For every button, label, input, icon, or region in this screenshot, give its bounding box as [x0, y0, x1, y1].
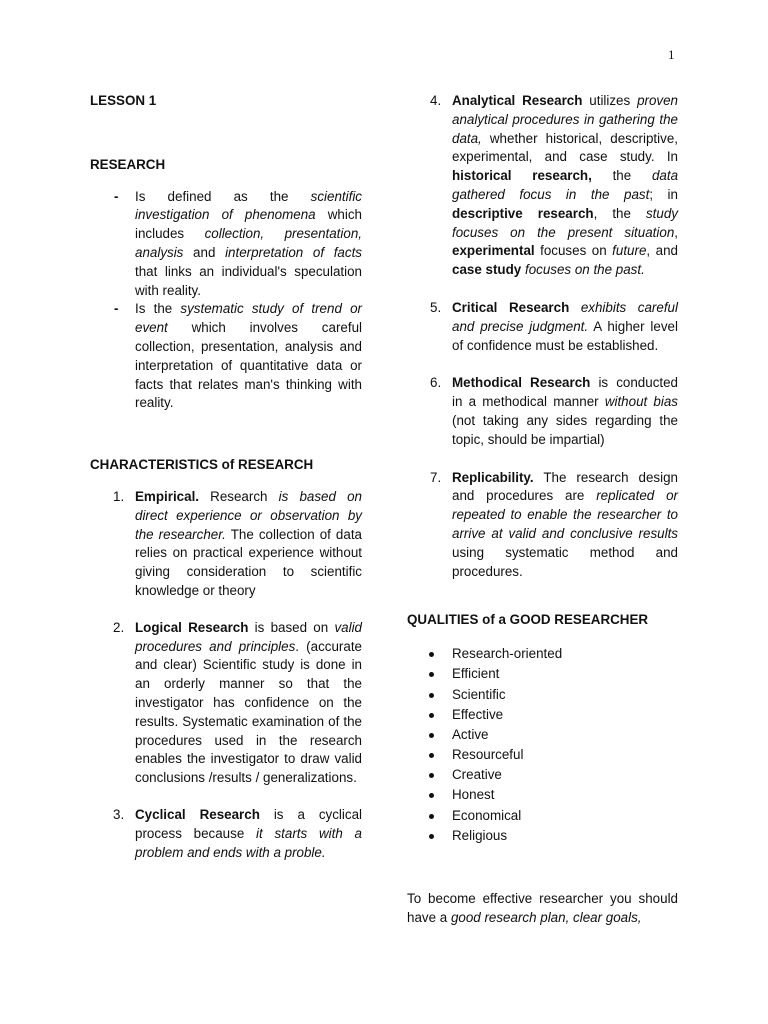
item-text	[135, 619, 362, 788]
text-run: (not taking any sides regarding the topic, should be impartial)	[452, 412, 678, 447]
item-text	[135, 488, 362, 601]
list-item	[407, 765, 678, 785]
italic-text-run: interpretation of facts	[225, 244, 362, 260]
italic-text-run: replicated or repeated to enable the researcher to arrive at valid and conclusive results	[452, 488, 678, 541]
text-run: The collection of data relies on practical experience without giving consideration to scientific knowledge or theory	[135, 526, 362, 598]
list-item	[407, 685, 678, 705]
text-run: Research	[199, 488, 279, 504]
italic-text-run: valid procedures and principles	[135, 619, 362, 654]
list-item	[407, 785, 678, 805]
text-run: Is the	[135, 301, 181, 317]
quality-label: Religious	[452, 827, 508, 843]
text-run: ,	[674, 224, 678, 240]
bullet-dot-icon	[429, 834, 434, 839]
characteristic-item	[113, 488, 362, 601]
item-number: 6.	[430, 375, 442, 391]
bullet-dot-icon	[429, 733, 434, 738]
definition-item	[90, 300, 362, 413]
characteristic-item	[430, 92, 679, 280]
right-column	[407, 92, 678, 928]
characteristic-item	[430, 374, 679, 449]
italic-text-run: focuses on the past.	[524, 262, 645, 278]
quality-label: Economical	[452, 807, 522, 823]
bold-text-run: Critical Research	[452, 299, 570, 315]
item-number: 3.	[113, 806, 125, 822]
list-item	[407, 826, 678, 846]
text-run: Is defined as the	[135, 188, 311, 204]
definition-text	[135, 188, 362, 301]
bullet-dot-icon	[429, 713, 434, 718]
list-item	[407, 705, 678, 725]
text-run: . (accurate and clear) Scientific study is done in an orderly manner so that the investigator has confidence on the results. Systematic examination of the procedures used in the research enables the investigator to draw valid conclusions /results / generalizations.	[135, 638, 362, 786]
bullet-dot-icon	[429, 672, 434, 677]
italic-text-run: scientific investigation of phenomena	[135, 188, 362, 223]
bold-text-run: case study	[452, 262, 522, 278]
bold-text-run: Cyclical Research	[135, 806, 260, 822]
definition-text	[135, 300, 362, 413]
list-item	[407, 806, 678, 826]
text-run: A higher level of confidence must be established.	[452, 318, 678, 353]
text-run: is based on	[248, 619, 335, 635]
bold-text-run: Replicability.	[452, 469, 534, 485]
lesson-title: LESSON 1	[90, 93, 157, 108]
quality-label: Honest	[452, 787, 495, 803]
text-run: which involves careful collection, presentation, analysis and interpretation of quantitative data or facts that relates man's thinking with reality.	[135, 320, 362, 411]
qualities-list	[407, 644, 678, 846]
italic-text-run: study focuses on the present situation	[452, 205, 678, 240]
quality-label: Resourceful	[452, 747, 524, 763]
italic-text-run: is based on direct experience or observation by the researcher.	[135, 488, 362, 542]
characteristic-item	[430, 299, 678, 355]
item-text	[452, 92, 678, 280]
item-number: 1.	[113, 488, 125, 504]
text-run: the	[591, 168, 652, 184]
bold-text-run: historical research,	[452, 168, 592, 184]
bold-text-run: Empirical.	[135, 488, 200, 504]
text-run: , the	[593, 205, 646, 221]
dash-bullet: -	[114, 188, 119, 204]
quality-label: Active	[452, 726, 489, 742]
text-run: focuses on	[534, 243, 613, 259]
italic-text-run: systematic study of trend or event	[135, 301, 362, 336]
italic-text-run: data gathered focus in the past	[452, 168, 679, 202]
italic-text-run: future	[612, 243, 647, 259]
bullet-dot-icon	[429, 652, 434, 657]
item-number: 4.	[430, 93, 442, 108]
text-run: , and	[646, 243, 678, 259]
list-item	[407, 664, 678, 684]
text-run: that links an individual's speculation with reality.	[135, 263, 362, 298]
text-run: ; in	[649, 186, 678, 202]
list-item	[407, 725, 678, 745]
italic-text-run: exhibits careful and precise judgment.	[452, 299, 678, 334]
qualities-heading: QUALITIES of a GOOD RESEARCHER	[407, 612, 649, 628]
text-run: To become effective researcher you should have a	[407, 891, 678, 925]
definition-item	[90, 188, 362, 301]
item-text	[452, 469, 678, 582]
characteristic-item	[113, 619, 362, 788]
page-number: 1	[668, 47, 675, 62]
italic-text-run: collection, presentation, analysis	[135, 226, 362, 260]
text-run: using systematic method and procedures.	[452, 544, 678, 579]
bullet-dot-icon	[429, 753, 434, 758]
bullet-dot-icon	[429, 793, 434, 798]
list-item	[407, 745, 678, 765]
bullet-dot-icon	[429, 814, 434, 819]
item-number: 5.	[430, 299, 442, 315]
bullet-dot-icon	[429, 773, 434, 778]
text-run: is a cyclical process because	[135, 806, 362, 841]
bold-text-run: Logical Research	[135, 619, 249, 635]
dash-bullet: -	[114, 301, 119, 317]
text-run: and	[183, 244, 226, 260]
text-run: which includes	[135, 207, 362, 242]
research-heading: RESEARCH	[90, 156, 166, 172]
text-run: is conducted in a methodical manner	[452, 375, 679, 410]
item-text	[452, 374, 678, 449]
item-text	[452, 299, 678, 355]
text-run	[569, 300, 581, 315]
item-number: 2.	[113, 619, 125, 635]
quality-label: Research-oriented	[452, 646, 563, 662]
item-number: 7.	[430, 469, 442, 485]
bold-text-run: experimental	[452, 243, 535, 259]
text-run: utilizes	[582, 93, 638, 108]
closing-paragraph	[407, 890, 678, 928]
list-item	[407, 644, 678, 664]
italic-text-run: without bias	[604, 394, 678, 410]
text-run: The research design and procedures are	[452, 469, 678, 504]
quality-label: Efficient	[452, 666, 500, 682]
quality-label: Scientific	[452, 686, 506, 702]
quality-label: Effective	[452, 706, 504, 722]
characteristics-heading: CHARACTERISTICS of RESEARCH	[90, 457, 314, 473]
italic-text-run: proven analytical procedures in gathering the data,	[452, 93, 679, 146]
characteristic-item	[113, 806, 362, 862]
italic-text-run: good research plan, clear goals,	[450, 909, 642, 925]
quality-label: Creative	[452, 767, 502, 783]
bullet-dot-icon	[429, 693, 434, 698]
bold-text-run: descriptive research	[452, 205, 594, 221]
italic-text-run: it starts with a problem and ends with a proble.	[135, 825, 362, 860]
bold-text-run: Analytical Research	[452, 93, 583, 108]
characteristic-item	[430, 469, 678, 582]
text-run: whether historical, descriptive, experimental, and case study. In	[452, 130, 678, 165]
bold-text-run: Methodical Research	[452, 375, 591, 391]
left-column	[90, 92, 362, 862]
item-text	[135, 806, 362, 862]
